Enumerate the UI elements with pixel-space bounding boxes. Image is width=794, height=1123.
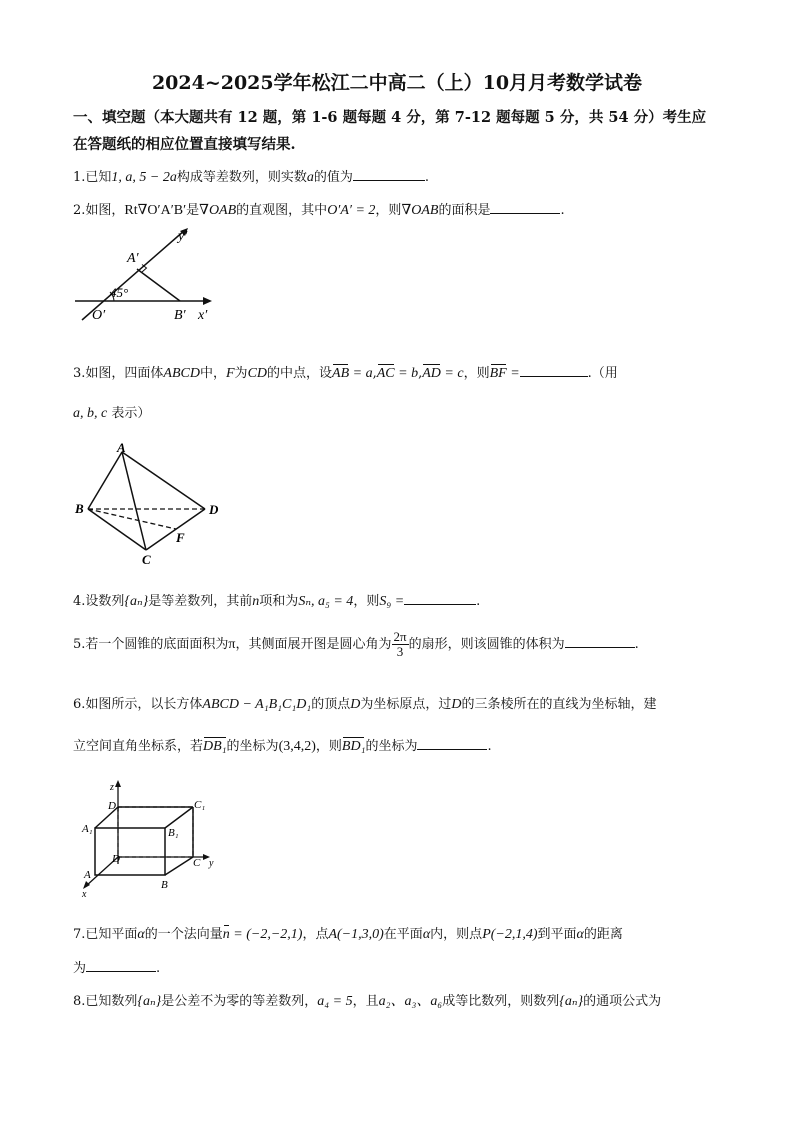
- label-d1: D₁: [108, 800, 120, 812]
- question-6-line2: 立空间直角坐标系，若DB₁的坐标为(3,4,2)，则BD₁的坐标为 .: [73, 735, 492, 755]
- vertex-label-b: B: [75, 501, 84, 516]
- page-title: 2024~2025学年松江二中高二（上）10月月考数学试卷: [151, 72, 643, 94]
- question-2: 2.如图，Rt∇O′A′B′是∇OAB的直观图，其中O′A′ = 2，则∇OAB的面积是 .: [73, 199, 565, 219]
- section-heading-line1: 一、填空题（本大题共有 12 题，第 1-6 题每题 4 分，第 7-12 题每题 5 分，共 54 分）考生应: [73, 109, 707, 126]
- label-b-prime: B′: [174, 308, 186, 323]
- answer-blank-5[interactable]: [565, 634, 635, 648]
- z-axis-arrow: [115, 780, 121, 787]
- answer-blank-6[interactable]: [417, 736, 487, 750]
- x-axis-arrow: [203, 297, 212, 305]
- section-heading-line2: 在答题纸的相应位置直接填写结果.: [73, 136, 296, 153]
- x-axis-arrow: [83, 881, 90, 889]
- question-1: 1.已知1, a, 5 − 2a构成等差数列，则实数a的值为 .: [73, 166, 429, 186]
- label-x-prime: x′: [198, 308, 208, 323]
- label-a1: A₁: [82, 823, 93, 835]
- edge-b1-c1: [165, 807, 193, 828]
- label-x: x: [82, 889, 87, 900]
- question-5: 5.若一个圆锥的底面面积为π，其侧面展开图是圆心角为 $\frac{2\pi}{3}$ 的扇形，则该圆锥的体积为 .: [73, 629, 639, 659]
- question-4: 4.设数列{aₙ}是等差数列，其前n项和为Sₙ, a₅ = 4，则S₉ = .: [73, 590, 480, 610]
- vertex-label-a: A: [117, 440, 126, 455]
- question-3: 3.如图，四面体ABCD中，F为CD的中点，设AB = a,AC = b,AD = c，则BF = .（用: [73, 362, 618, 382]
- answer-blank-3[interactable]: [520, 363, 588, 377]
- label-b: B: [161, 879, 168, 891]
- label-y-prime: y′: [178, 229, 188, 244]
- label-c: C: [193, 857, 201, 869]
- answer-blank-1[interactable]: [353, 167, 425, 181]
- point-label-f: F: [176, 530, 185, 545]
- label-d: D: [112, 853, 120, 865]
- answer-blank-2[interactable]: [490, 200, 560, 214]
- question-6-line1: 6.如图所示，以长方体ABCD − A₁B₁C₁D₁的顶点D为坐标原点，过D的三条棱所在的直线为坐标轴，建: [73, 697, 657, 712]
- figure-q2-intuitive-diagram: [70, 225, 220, 325]
- answer-blank-7[interactable]: [86, 958, 156, 972]
- question-8: 8.已知数列{aₙ}是公差不为零的等差数列，a₄ = 5，且a₂、a₃、a₆成等比数列，则数列{aₙ}的通项公式为: [73, 994, 662, 1009]
- y-axis: [82, 230, 185, 320]
- label-c1: C₁: [194, 799, 206, 811]
- label-o-prime: O′: [92, 308, 106, 323]
- edge-a-b: [88, 452, 122, 509]
- fraction-2pi-over-3: $\frac{2\pi}{3}$: [393, 629, 407, 659]
- edge-b-c: [165, 857, 193, 875]
- vertex-label-d: D: [209, 502, 219, 517]
- question-7-line1: 7.已知平面α的一个法向量n = (−2,−2,1)，点A(−1,3,0)在平面α内，则点P(−2,1,4)到平面α的距离: [73, 927, 623, 942]
- label-z: z: [110, 782, 114, 793]
- question-3-line2: a, b, c 表示）: [73, 406, 151, 421]
- figure-q6-cuboid: [72, 778, 232, 898]
- segment-a-b: [137, 269, 180, 301]
- answer-blank-4[interactable]: [404, 591, 476, 605]
- label-a: A: [84, 869, 91, 881]
- back-face: [118, 807, 193, 857]
- label-y: y: [209, 858, 214, 869]
- label-b1: B₁: [168, 827, 179, 839]
- vertex-label-c: C: [142, 552, 151, 567]
- label-a-prime: A′: [127, 251, 139, 266]
- right-angle-mark: [142, 265, 147, 273]
- question-7-line2: 为 .: [73, 957, 160, 976]
- figure-q3-tetrahedron: [72, 440, 222, 570]
- label-45-degree: 45°: [110, 285, 129, 300]
